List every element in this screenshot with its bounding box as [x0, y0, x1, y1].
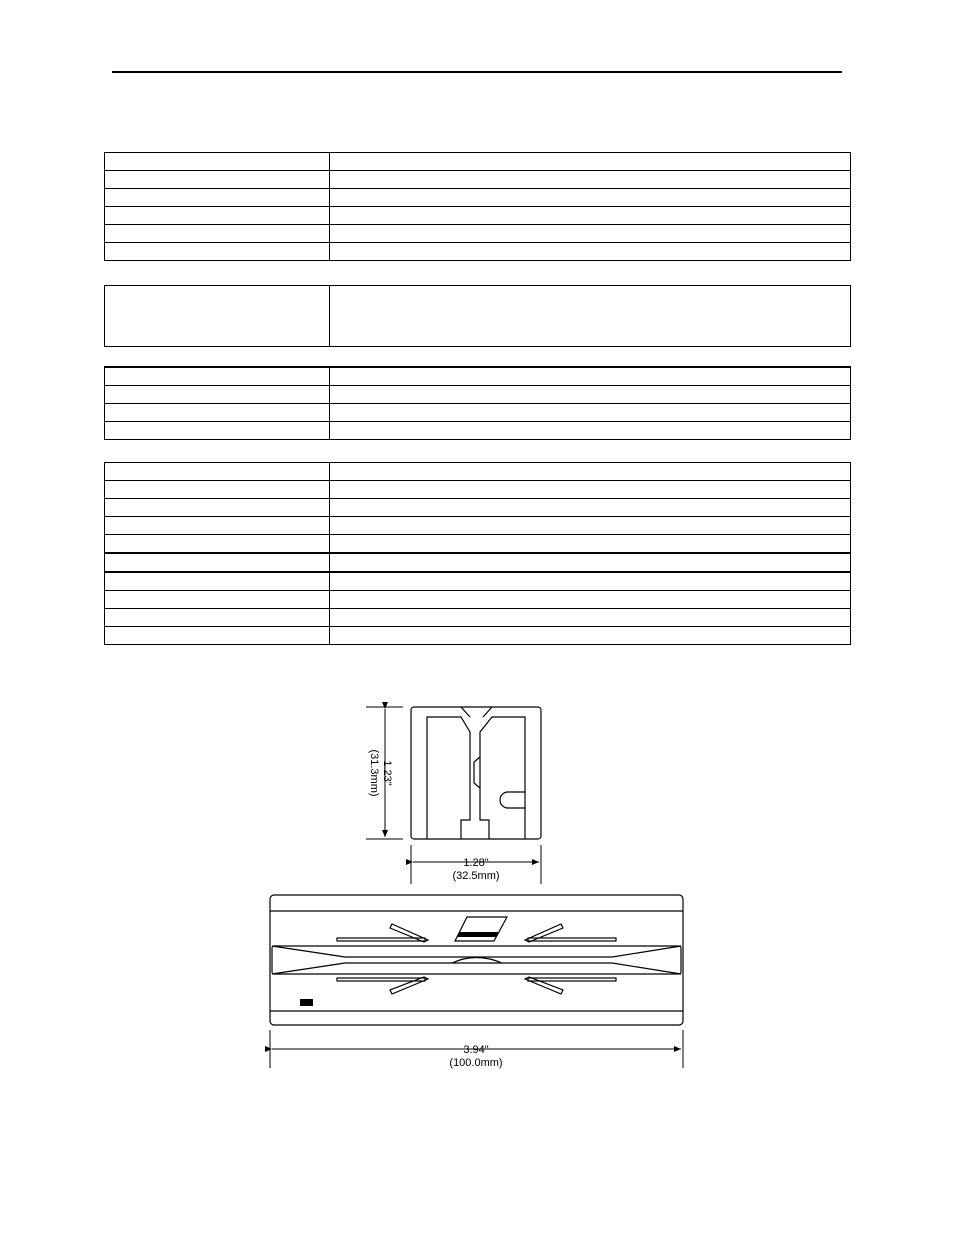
- side-view-slot-bevel: [461, 707, 492, 717]
- side-view-left-wall: [427, 717, 470, 839]
- card-icon: [455, 917, 507, 941]
- card-slot-head: [452, 958, 502, 964]
- card-stripe-icon: [457, 932, 499, 937]
- side-view: [411, 707, 541, 839]
- side-view-outline: [411, 707, 541, 839]
- card-slot: [272, 946, 681, 974]
- width-in-label: 1.28": [463, 857, 489, 869]
- swipe-arrow-top-left: [390, 924, 428, 942]
- swipe-arrow-top-right: [525, 924, 563, 942]
- card-slot-taper: [272, 946, 681, 974]
- swipe-bar-top-left: [337, 938, 425, 941]
- swipe-bar-bottom-right: [528, 978, 616, 981]
- swipe-arrow-bottom-left: [390, 977, 428, 994]
- top-view-outline: [270, 895, 683, 1025]
- height-mm-label: (31.3mm): [368, 749, 380, 797]
- length-mm-label: (100.0mm): [449, 1057, 503, 1069]
- led-indicator-icon: [300, 999, 313, 1006]
- height-in-label: 1.23": [381, 760, 393, 786]
- swipe-bar-top-right: [528, 938, 616, 941]
- length-in-label: 3.94": [463, 1044, 489, 1056]
- side-view-head: [474, 757, 480, 788]
- swipe-bar-bottom-left: [337, 978, 425, 981]
- top-view: [270, 895, 683, 1025]
- swipe-arrow-bottom-right: [525, 977, 563, 994]
- side-view-right-wall: [480, 717, 525, 839]
- side-view-tab: [500, 792, 525, 808]
- width-mm-label: (32.5mm): [452, 870, 500, 882]
